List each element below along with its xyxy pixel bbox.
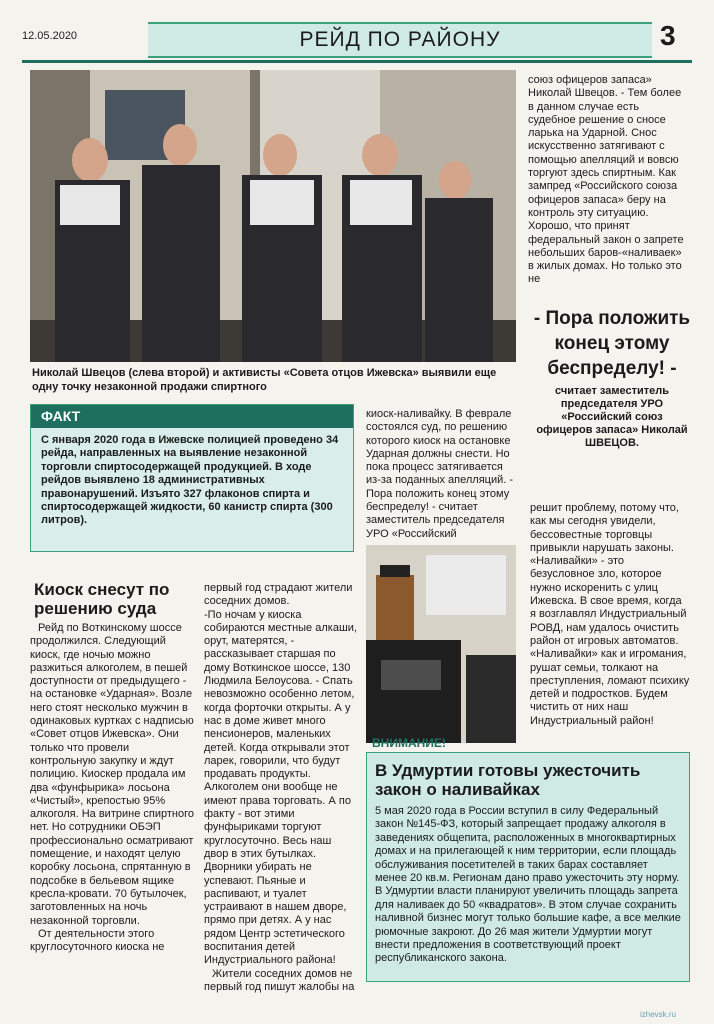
pull-quote	[532, 306, 692, 450]
footer-watermark: izhevsk.ru	[640, 1010, 677, 1019]
column-2-top-text: киоск-наливайку. В феврале состоялся суд, по решению которого киоск на остановке Ударная должны снести. Но пока процесс затягивается из-за поданных апелляций. - Пора положить конец этому беспределу! - считает заместитель председателя УРО «Российский	[366, 408, 514, 540]
issue-date: 12.05.2020	[22, 30, 78, 42]
confiscated-items-photo	[366, 545, 516, 743]
pull-quote-attribution: считает заместитель председателя УРО «Российский союз офицеров запаса» Николай ШВЕЦОВ.	[536, 385, 688, 449]
news-box	[366, 752, 690, 982]
fact-heading: ФАКТ	[31, 405, 353, 428]
news-label: ВНИМАНИЕ!	[372, 736, 446, 750]
article-paragraph: От деятельности этого круглосуточного киоска не	[30, 927, 165, 954]
page-number: 3	[660, 20, 676, 51]
pull-quote-title: - Пора положить конец этому беспределу! -	[533, 308, 691, 379]
photo-caption: Николай Швецов (слева второй) и активисты «Совета отцов Ижевска» выявили еще одну точку незаконной продажи спиртного	[32, 367, 497, 393]
column-3-mid-text: решит проблему, потому что, как мы сегодня увидели, бессовестные торговцы привыкли нарушать законы. «Наливайки» - это безусловное зло, которое нужно искоренить с улиц Ижевска. В свое время, когда я возглавлял Индустриальный РОВД, нам удалось очистить район от игровых автоматов. «Наливайки» как и игромания, рушат семьи, толкают на преступления, ломают психику детей и подростков. Будем чистить от них наш Индустриальный район!	[530, 502, 690, 727]
activists-photo	[30, 70, 516, 362]
column-3-top-text: союз офицеров запаса» Николай Швецов. - Тем более в данном случае есть судебное решение о сносе ларька на Ударной. Снос искусственно затягивают с помощью апелляций и вовсю торгуют здесь спиртным. Как зампред «Российского союза офицеров запаса» беру на контроль эту ситуацию. Хорошо, что принят федеральный закон о запрете небольших баров-«наливаек» в жилых домах. Но только это не	[528, 74, 684, 286]
fact-box	[30, 404, 354, 552]
article-paragraph: Жители соседних домов не первый год пишут жалобы на	[204, 967, 355, 993]
article-paragraph: -По ночам у киоска собираются местные алкаши, орут, матерятся, - рассказывает старшая по дому Воткинское шоссе, 130 Людмила Белоусова. - Спать невозможно особенно летом, когда форточки открыты. А у нас в доме живет много пенсионеров, маленьких детей. Когда открывали этот ларек, говорили, что будут продавать продукты. Алкоголем они вообще не имеют права торговать. А по факту - вот этими фунфыриками торгуют круглосуточно. Весь наш двор в этих бутылках. Дворники убирать не успевают. Пьяные и распивают, и туалет устраивают в нашем дворе, прямо при детях. А у нас рядом Центр эстетического воспитания детей Индустриального района!	[204, 608, 357, 967]
confiscated-items-illustration	[366, 545, 516, 743]
fact-text: С января 2020 года в Ижевске полицией проведено 34 рейда, направленных на выявление незаконной торговли спиртосодержащей продукцией. В ходе рейдов выявлено 18 административных правонарушений. Изъято 327 флаконов спирта и спиртосодержащей жидкости, 60 канистр спирта (300 литров).	[41, 434, 339, 527]
article-column-1	[30, 622, 194, 954]
header-rule	[22, 60, 692, 63]
news-headline: В Удмуртии готовы ужесточить закон о наливайках	[375, 761, 641, 799]
activists-photo-illustration	[30, 70, 516, 362]
article-paragraph: Рейд по Воткинскому шоссе продолжился. Следующий киоск, где ночью можно разжиться алкоголем, в пешей доступности от предыдущего - на остановке «Ударная». Возле него стоят несколько мужчин в одинаковых куртках с надписью «Совет отцов Ижевска». Они только что провели контрольную закупку и ждут полицию. Киоскер продала им два «фунфырика» лосьона «Чистый», крепостью 95% алкоголя. На витрине спиртного нет. Но сотрудники ОБЭП профессионально осматривают помещение, и находят целую коробку лосьона, спрятанную в подсобке в бельевом ящике кресла-кровати. 70 бутылочек, заготовленных на ночь незаконной торговли.	[30, 622, 194, 927]
article-paragraph: первый год страдают жители соседних домов.	[204, 582, 353, 608]
section-banner: РЕЙД ПО РАЙОНУ	[148, 22, 652, 58]
article-headline: Киоск снесут по решению суда	[34, 580, 170, 618]
news-text: 5 мая 2020 года в России вступил в силу Федеральный закон №145-ФЗ, который запрещает продажу алкоголя в заведениях общепита, расположенных в многоквартирных домах и на прилегающей к ним территории, если площадь обслуживания посетителей в таких барах составляет менее 20 кв.м. Регионам дано право ужесточить эту норму. В Удмуртии власти планируют увеличить площадь запрета для наливаек до 50 «квадратов». В этом случае сохранить наливной бизнес могут только большие кафе, а все мелкие рюмочные закроют. До 26 мая жители Удмуртии могут внести предложения в соответствующий проект республиканского закона.	[375, 805, 681, 965]
article-column-2	[204, 582, 358, 994]
